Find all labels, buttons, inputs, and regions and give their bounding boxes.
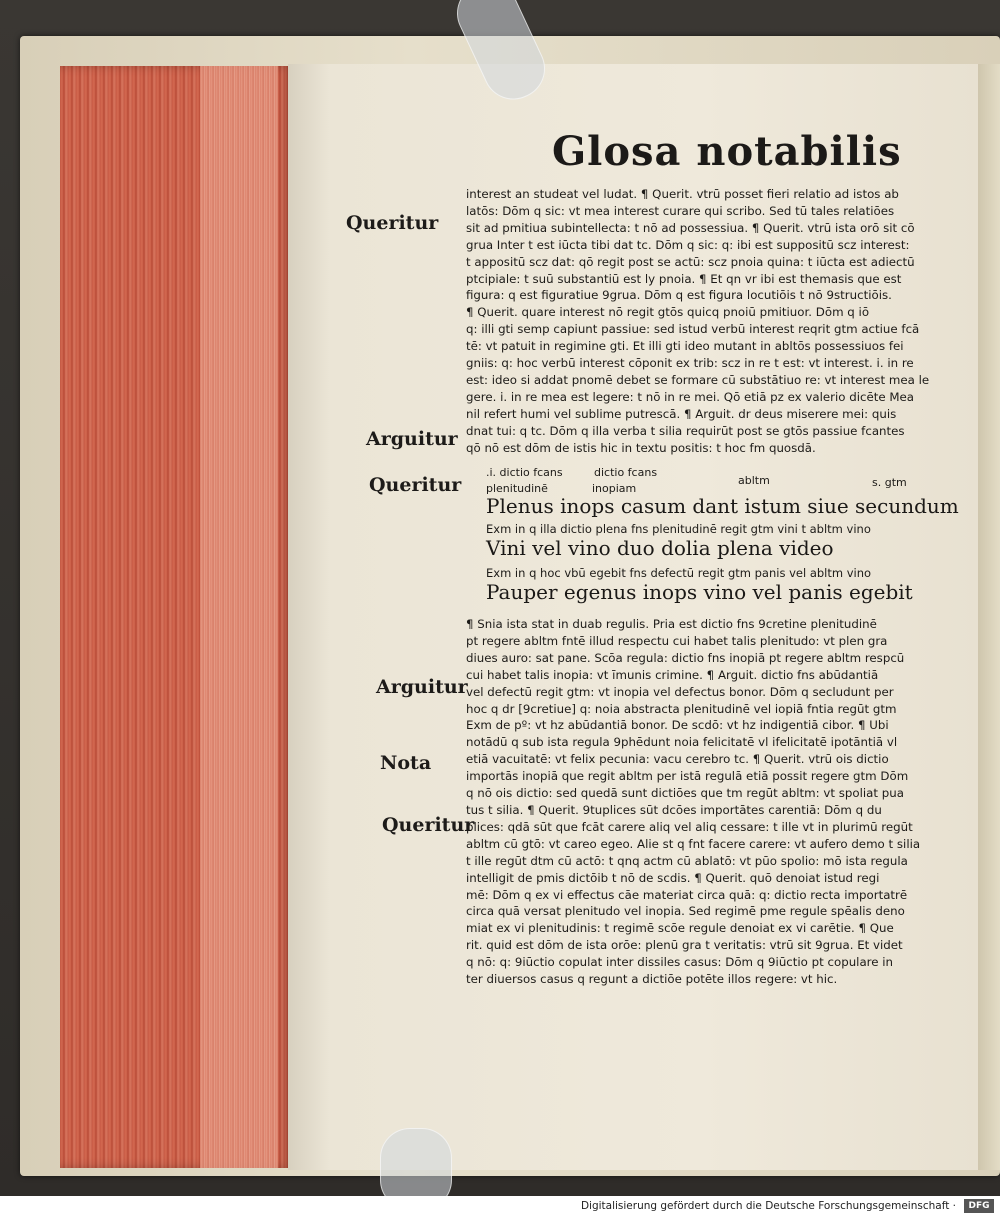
footer-bar [0,1196,1000,1218]
text-line: tē: vt patuit in regimine gti. Et illi gti ideo mutant in abltōs possessiuos fei [466,339,904,354]
text-line: notādū q sub ista regula 9phēdunt noia felicitatē vl ifelicitatē ipotāntiā vl [466,735,898,750]
text-line: Exm de pº: vt hz abūdantiā bonor. De scdō: vt hz indigentiā cibor. ¶ Ubi [466,718,889,733]
text-line: latōs: Dōm q sic: vt mea interest curare qui scribo. Sed tū tales relatiōes [466,203,895,218]
text-line: pt regere abltm fntē illud respectu cui habet talis plenitudo: vt plen gra [466,633,888,648]
text-line: figura: q est figuratiue 9grua. Dōm q est figura locutiōis t nō 9structiōis. [466,288,892,303]
page-edge-pale [200,66,278,1168]
text-line: mē: Dōm q ex vi effectus cāe materiat circa quā: q: dictio recta importatrē [466,887,908,902]
text-line: gniis: q: hoc verbū interest cōponit ex trib: scz in re t est: vt interest. i. in re [466,356,914,371]
text-line: abltm cū gtō: vt careo egeo. Alie st q fnt facere carere: vt aufero demo t silia [466,836,921,851]
text-line: ter diuersos casus q regunt a dictiōe potēte illos regere: vt hic. [466,972,838,987]
text-line: interest an studeat vel ludat. ¶ Querit. vtrū posset fieri relatio ad istos ab [466,187,899,201]
text-line: nil refert humi vel sublime putrescā. ¶ Arguit. dr deus miserere mei: quis [466,406,897,421]
margin-note: Arguitur [376,676,468,698]
text-line: rit. quid est dōm de ista orōe: plenū gra t veritatis: vtrū sit 9grua. Et videt [466,938,903,953]
example-line: Exm in q hoc vbū egebit fns defectū regit gtm panis vel abltm vino [486,566,872,580]
text-line: gere. i. in re mea est legere: t nō in re mei. Qō etiā pz ex valerio dicēte Mea [466,389,915,404]
margin-note: Queritur [346,212,439,234]
text-line: importās inopiā que regit abltm per istā regulā etiā possit regere gtm Dōm [466,769,909,784]
text-line: qō nō est dōm de istis hic in textu positis: t hoc fm quosdā. [466,440,816,455]
text-line: t appositū scz dat: qō regit post se actū: scz pnoia quina: t iūcta est adiectū [466,254,915,269]
text-line: q nō ois dictio: sed quedā sunt dictiōes que tm regūt abltm: vt spoliat pua [466,786,904,801]
dfg-logo: DFG [964,1199,994,1213]
text-line: est: ideo si addat pnomē debet se formare cū substātiuo re: vt interest mea le [466,372,930,387]
text-line: sit ad pmitiua subintellecta: t nō ad possessiua. ¶ Querit. vtrū ista orō sit cō [466,220,915,235]
text-line: q: illi gti semp capiunt passiue: sed istud verbū interest reqrit gtm actiue fcā [466,322,920,337]
funding-credit: Digitalisierung gefördert durch die Deutsche Forschungsgemeinschaft · [580,1200,956,1212]
text-line: grua Inter t est iūcta tibi dat tc. Dōm q sic: q: ibi est suppositū scz interest: [466,237,910,252]
text-line: circa quā versat plenitudo vel inopia. Sed regimē pme regule spēalis deno [466,904,905,919]
text-line: hoc q dr [9cretiue] q: noia abstracta plenitudinē vel iopiā fntia regūt gtm [466,701,897,716]
right-cover-edge [978,64,1000,1170]
text-line: tus t silia. ¶ Querit. 9tuplices sūt dcōes importātes carentiā: Dōm q du [466,802,882,817]
example-line: Exm in q illa dictio plena fns plenitudinē regit gtm vini t abltm vino [486,522,871,536]
interlinear-gloss: .i. dictio fcans [486,466,563,479]
text-line: intelligit de pmis dictōib t nō de scdis. ¶ Querit. quō denoiat istud regi [466,870,880,885]
interlinear-gloss: dictio fcans [594,466,658,479]
text-line: miat ex vi plenitudinis: t regimē scōe regule denoiat ex vi carētie. ¶ Que [466,921,894,936]
text-line: q nō: q: 9iūctio copulat inter dissiles casus: Dōm q 9iūctio pt copulare in [466,955,894,970]
text-line: cui habet talis inopia: vt īmunis crimine. ¶ Arguit. dictio fns abūdantiā [466,667,879,682]
text-block-1 [466,186,966,457]
page-edge-block [60,66,292,1168]
text-line: ¶ Snia ista stat in duab regulis. Pria est dictio fns 9cretine plenitudinē [466,617,877,631]
margin-note: Queritur [382,814,475,836]
page-title: Glosa notabilis [552,128,902,175]
text-line: t ille regūt dtm cū actō: t qnq actm cū ablatō: vt pūo spolio: mō ista regula [466,853,908,868]
interlinear-gloss: plenitudinē [486,482,548,495]
interlinear-gloss: inopiam [592,482,637,495]
text-line: diues auro: sat pane. Scōa regula: dictio fns inopiā pt regere abltm respcū [466,650,905,665]
interlinear-gloss: abltm [738,474,770,487]
text-line: ptcipiale: t suū substantiū est ly pnoia. ¶ Et qn vr ibi est themasis que est [466,271,902,286]
margin-note: Nota [380,752,432,774]
verse-line: Plenus inops casum dant istum siue secundum [486,494,959,518]
text-line: etiā vacuitatē: vt felix pecunia: vacu cerebro tc. ¶ Querit. vtrū ois dictio [466,752,889,767]
text-line: vel defectū regit gtm: vt inopia vel defectus bonor. Dōm q secludunt per [466,684,894,699]
verse-line: Pauper egenus inops vino vel panis egebit [486,580,913,604]
text-line: dnat tui: q tc. Dōm q illa verba t silia requirūt post se gtōs passiue fcantes [466,423,905,438]
interlinear-gloss: s. gtm [872,476,907,489]
text-line: ¶ Querit. quare interest nō regit gtōs quicq pnoiū pmitiuor. Dōm q iō [466,305,870,320]
margin-note: Queritur [369,474,462,496]
margin-note: Arguitur [366,428,458,450]
text-line: plices: qdā sūt que fcāt carere aliq vel aliq cessare: t ille vt in plurimū regūt [466,819,913,834]
verse-line: Vini vel vino duo dolia plena video [486,536,834,560]
text-block-2 [466,616,966,988]
